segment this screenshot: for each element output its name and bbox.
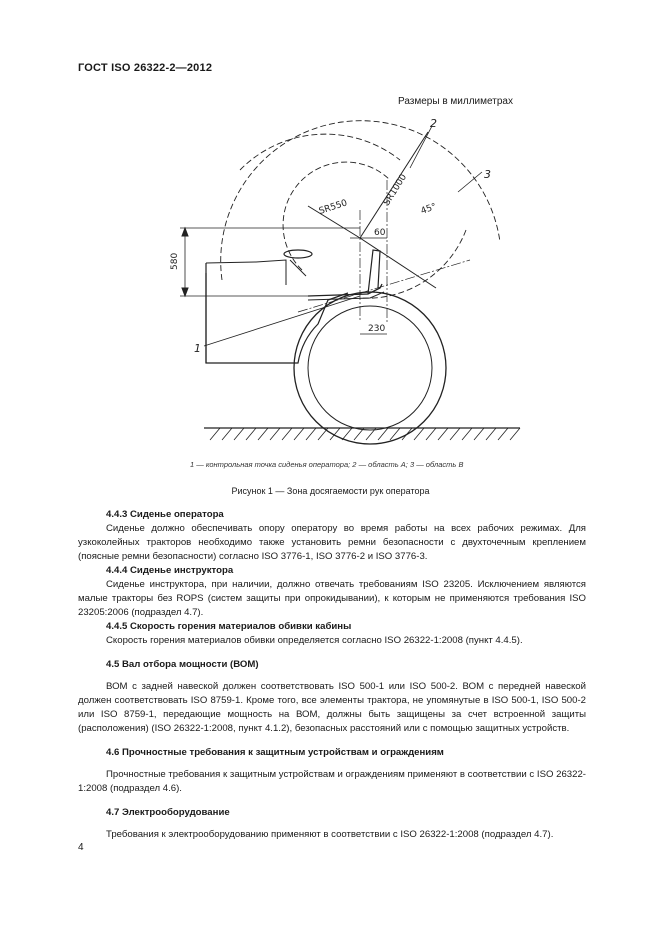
heading-4-6: 4.6 Прочностные требования к защитным устройствам и ограждениям bbox=[106, 747, 444, 758]
zone-b-arc bbox=[360, 230, 466, 298]
paragraph-4-4-3: Сиденье должно обеспечивать опору оператору во время работы на всех рабочих режимах. Для узкоколейных тракторов необходимо также установить ремни безопасности с двухточечным креплением (поясные ремни безопасности) согласно ISO 3776-1, ISO 3776-2 и ISO 3776-3. bbox=[78, 523, 586, 562]
dimensions-note: Размеры в миллиметрах bbox=[398, 96, 513, 107]
paragraph-4-6: Прочностные требования к защитным устройствам и ограждениям применяют в соответствии с ISO 26322-1:2008 (подраздел 4.6). bbox=[78, 769, 586, 794]
heading-4-4-5: 4.4.5 Скорость горения материалов обивки кабины bbox=[106, 621, 352, 632]
heading-4-7: 4.7 Электрооборудование bbox=[106, 807, 230, 818]
paragraph-4-7: Требования к электрооборудованию применяют в соответствии с ISO 26322-1:2008 (подраздел 4.7). bbox=[106, 829, 554, 840]
label-580: 580 bbox=[170, 252, 180, 270]
heading-4-4-3: 4.4.3 Сиденье оператора bbox=[106, 509, 224, 520]
document-header: ГОСТ ISO 26322-2—2012 bbox=[78, 62, 213, 74]
label-3: 3 bbox=[484, 168, 491, 181]
paragraph-4-5: ВОМ с задней навеской должен соответствовать ISO 500-1 или ISO 500-2. ВОМ с передней навеской должен соответствовать ISO 8759-1. Кроме того, все элементы трактора, не упомянутые в ISO 500-1, ISO 500-2 или ISO 8759-1, передающие мощность на ВОМ, должны быть защищены за счет встроенной защиты (расположения) (ISO 26322-1:2008, пункт 4.1.2), безопасных расстояний или с помощью защитных устройств. bbox=[78, 681, 586, 734]
zone-a-arc bbox=[221, 121, 500, 280]
paragraph-4-4-5: Скорость горения материалов обивки определяется согласно ISO 26322-1:2008 (пункт 4.4.5). bbox=[106, 635, 523, 646]
label-sr1000: SR1000 bbox=[382, 172, 410, 208]
label-sr550: SR550 bbox=[317, 198, 349, 217]
tractor-hood bbox=[206, 260, 286, 285]
tractor-body bbox=[206, 263, 348, 363]
paragraph-4-4-4: Сиденье инструктора, при наличии, должно отвечать требованиям ISO 23205. Исключением являются малые тракторы без ROPS (систем защиты при опрокидывании), к которым не применяются требования ISO 23205:2006 (подраздел 4.7). bbox=[78, 579, 586, 618]
label-230: 230 bbox=[368, 324, 386, 334]
leader-1 bbox=[204, 296, 360, 346]
figure-legend: 1 — контрольная точка сиденья оператора; 2 — область A; 3 — область B bbox=[190, 460, 464, 469]
label-1: 1 bbox=[194, 342, 201, 355]
figure-caption: Рисунок 1 — Зона досягаемости рук оператора bbox=[231, 486, 430, 496]
heading-4-4-4: 4.4.4 Сиденье инструктора bbox=[106, 565, 234, 576]
steering-wheel bbox=[284, 250, 312, 258]
rear-wheel-outer bbox=[294, 292, 446, 444]
page-number: 4 bbox=[78, 842, 84, 853]
label-angle: 45° bbox=[419, 201, 439, 217]
reach-zone-figure bbox=[170, 110, 530, 450]
label-60: 60 bbox=[374, 228, 386, 238]
label-2: 2 bbox=[430, 117, 437, 130]
document-body bbox=[78, 508, 586, 842]
heading-4-5: 4.5 Вал отбора мощности (ВОМ) bbox=[106, 659, 259, 670]
